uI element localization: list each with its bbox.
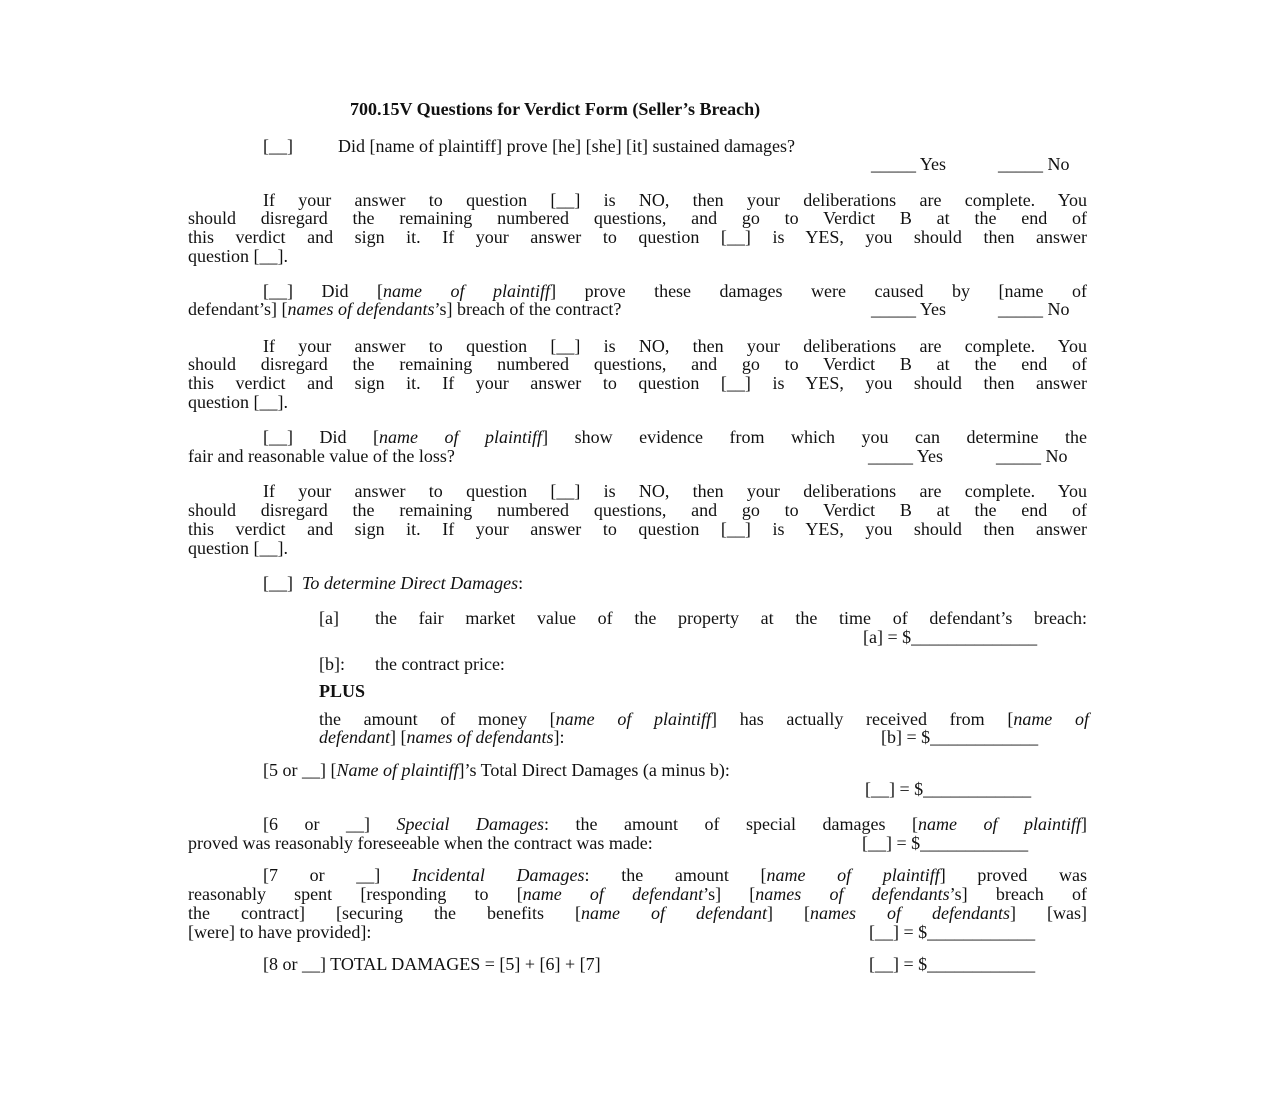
italic-run: name of defendant — [522, 884, 704, 904]
instruction-line: this verdict and sign it. If your answer to question [__] is YES, you should then answer — [188, 227, 1087, 247]
question-2-answer-no — [998, 300, 1070, 319]
instruction-line: If your answer to question [__] is NO, then your deliberations are complete. You — [263, 190, 1087, 210]
italic-run: name of plaintiff — [379, 427, 543, 447]
question-7-result: [__] = $____________ — [869, 922, 1036, 942]
text-run: ’s] [ — [703, 884, 756, 904]
italic-run: name of plaintiff — [766, 865, 940, 885]
text-run: the contract] [securing the benefits [ — [188, 903, 581, 923]
text-run: the amount of money [ — [319, 709, 556, 729]
item-b-text: the contract price: — [375, 654, 505, 674]
question-1-answer-no — [998, 155, 1070, 174]
text-run: ]: — [553, 727, 565, 747]
text-run: : — [518, 573, 524, 593]
instruction-line: should disregard the remaining numbered questions, and go to Verdict B at the end of — [188, 208, 1087, 228]
answer-blank: _____ — [871, 299, 916, 319]
italic-run: names of defendants — [287, 299, 435, 319]
instruction-line: If your answer to question [__] is NO, then your deliberations are complete. You — [263, 336, 1087, 356]
italic-run: Special Damages — [396, 814, 544, 834]
question-7-line-4: [were] to have provided]: — [188, 922, 372, 942]
text-run: defendant’s] [ — [188, 299, 288, 319]
italic-run: name of plaintiff — [555, 709, 712, 729]
question-5-text — [263, 761, 730, 780]
item-a-result: [a] = $______________ — [863, 627, 1038, 647]
question-3-line-1 — [263, 428, 1087, 447]
instruction-line: this verdict and sign it. If your answer to question [__] is YES, you should then answer — [188, 373, 1087, 393]
instruction-line: should disregard the remaining numbered questions, and go to Verdict B at the end of — [188, 500, 1087, 520]
italic-run: Name of plaintiff — [336, 760, 459, 780]
no-label: No — [1045, 446, 1068, 466]
question-2-line-2 — [188, 300, 621, 319]
italic-run: To determine Direct Damages — [302, 573, 519, 593]
page-title: 700.15V Questions for Verdict Form (Seller’s Breach) — [350, 99, 761, 119]
italic-run: names of defendants — [755, 884, 950, 904]
question-5-result: [__] = $____________ — [865, 779, 1032, 799]
question-1-answer — [871, 155, 946, 174]
question-3-line-2: fair and reasonable value of the loss? — [188, 446, 455, 466]
text-run: ] proved was — [939, 865, 1088, 885]
text-run: ] [ — [389, 727, 407, 747]
italic-run: names of defendants — [406, 727, 554, 747]
instruction-line: question [__]. — [188, 538, 288, 558]
question-4-heading — [263, 574, 523, 593]
text-run: ] [ — [766, 903, 810, 923]
text-run: ] — [1081, 814, 1087, 834]
text-run: ’s] breach of — [949, 884, 1087, 904]
text-run: ]’s Total Direct Damages (a minus b): — [458, 760, 730, 780]
text-run: reasonably spent [responding to [ — [188, 884, 523, 904]
text-run: [5 or __] [ — [263, 760, 337, 780]
text-run: [7 or __] — [263, 865, 412, 885]
italic-run: name of plaintiff — [917, 814, 1081, 834]
question-8-result: [__] = $____________ — [869, 954, 1036, 974]
italic-run: name of — [1013, 709, 1089, 729]
question-7-line-3 — [188, 904, 1087, 923]
plus-label: PLUS — [319, 681, 366, 701]
answer-blank: _____ — [868, 446, 913, 466]
question-number-blank: [__] — [263, 281, 293, 301]
question-1-text: Did [name of plaintiff] prove [he] [she] [it] sustained damages? — [338, 136, 796, 156]
question-7-line-1 — [263, 866, 1087, 885]
item-a-text: the fair market value of the property at the time of defendant’s breach: — [375, 608, 1087, 628]
question-6-line-2: proved was reasonably foreseeable when the contract was made: — [188, 833, 653, 853]
question-6-line-1 — [263, 815, 1087, 834]
no-label: No — [1047, 299, 1070, 319]
question-3-answer-yes — [868, 447, 943, 466]
answer-blank: _____ — [996, 446, 1041, 466]
text-run: ] [was] — [1010, 903, 1087, 923]
no-label: No — [1047, 154, 1070, 174]
italic-run: name of plaintiff — [383, 281, 551, 301]
question-3-answer-no — [996, 447, 1068, 466]
text-run: ’s] breach of the contract? — [434, 299, 622, 319]
text-run: ] prove these damages were caused by [name of — [550, 281, 1088, 301]
instruction-line: should disregard the remaining numbered questions, and go to Verdict B at the end of — [188, 354, 1087, 374]
item-b-label: [b]: — [319, 654, 345, 674]
text-run: Did [ — [321, 281, 384, 301]
question-number-blank: [__] — [263, 136, 293, 156]
question-number-blank: [__] — [263, 427, 293, 447]
italic-run: name of defendant — [580, 903, 767, 923]
yes-label: Yes — [919, 299, 947, 319]
instruction-line: this verdict and sign it. If your answer to question [__] is YES, you should then answer — [188, 519, 1087, 539]
yes-label: Yes — [919, 154, 947, 174]
italic-run: names of defendants — [809, 903, 1010, 923]
question-7-line-2 — [188, 885, 1087, 904]
instruction-line: question [__]. — [188, 246, 288, 266]
italic-run: Incidental Damages — [411, 865, 585, 885]
text-run: : the amount of special damages [ — [544, 814, 918, 834]
text-run: [6 or __] — [263, 814, 397, 834]
question-6-result: [__] = $____________ — [862, 833, 1029, 853]
question-number-blank: [__] — [263, 573, 293, 593]
item-b-result: [b] = $____________ — [881, 727, 1039, 747]
italic-run: defendant — [319, 727, 390, 747]
instruction-line: If your answer to question [__] is NO, then your deliberations are complete. You — [263, 481, 1087, 501]
answer-blank: _____ — [998, 299, 1043, 319]
question-2-answer-yes — [871, 300, 946, 319]
answer-blank: _____ — [998, 154, 1043, 174]
text-run: Did [ — [319, 427, 380, 447]
text-run: ] has actually received from [ — [711, 709, 1014, 729]
yes-label: Yes — [916, 446, 944, 466]
text-run: ] show evidence from which you can determine the — [542, 427, 1088, 447]
question-8-text: [8 or __] TOTAL DAMAGES = [5] + [6] + [7] — [263, 954, 601, 974]
item-a-label: [a] — [319, 608, 339, 628]
text-run: : the amount [ — [584, 865, 767, 885]
answer-blank: _____ — [871, 154, 916, 174]
instruction-line: question [__]. — [188, 392, 288, 412]
amount-received-line-2 — [319, 728, 564, 747]
